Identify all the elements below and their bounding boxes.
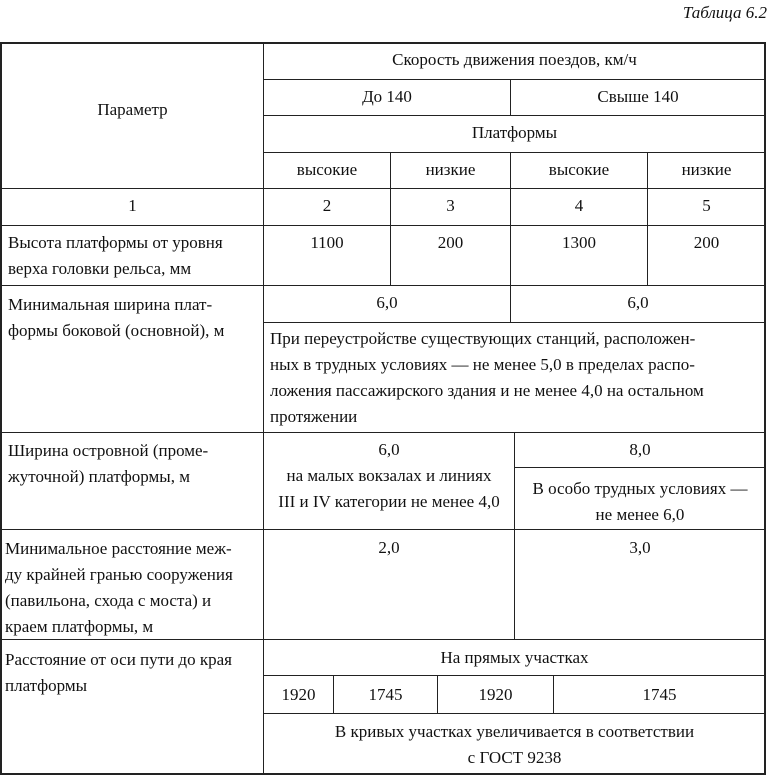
note-line: При переустройстве существующих станций, расположен- (270, 329, 696, 348)
column-number: 5 (702, 196, 711, 215)
platform-parameters-table (0, 42, 766, 775)
row-label-line: Минимальное расстояние меж- (5, 539, 232, 558)
column-number: 1 (128, 196, 137, 215)
row-label-line: верха головки рельса, мм (8, 259, 192, 278)
header-low-1: низкие (425, 160, 476, 179)
min-width-value-over-140: 6,0 (627, 293, 649, 312)
grid-line (263, 322, 765, 323)
row-label-line: Ширина островной (проме- (8, 441, 209, 460)
island-width-note: на малых вокзалах и линиях (286, 466, 492, 485)
row-label-line: Минимальная ширина плат- (8, 295, 213, 314)
platform-height-value: 200 (437, 233, 464, 252)
island-width-note-over-140 (515, 476, 765, 528)
header-platforms: Платформы (471, 123, 558, 142)
grid-line (0, 529, 766, 530)
track-axis-value: 1920 (478, 685, 513, 704)
column-number: 2 (322, 196, 332, 215)
row-label-line: платформы (5, 676, 88, 695)
note-line: В кривых участках увеличивается в соответствии (334, 722, 695, 741)
track-axis-value: 1745 (368, 685, 403, 704)
island-width-note: III и IV категории не менее 4,0 (278, 492, 500, 511)
island-width-up-to-140 (264, 437, 514, 515)
row-label-track-axis (5, 647, 261, 699)
track-axis-value: 1745 (642, 685, 677, 704)
row-label-min-distance (5, 536, 261, 640)
track-axis-value: 1920 (281, 685, 316, 704)
note-line: протяжении (270, 407, 358, 426)
table-border-bottom (0, 773, 766, 775)
grid-line (0, 188, 766, 189)
grid-line (0, 432, 766, 433)
grid-line (514, 467, 765, 468)
grid-line (263, 115, 765, 116)
row-label-line: ду крайней гранью сооружения (5, 565, 233, 584)
grid-line (263, 79, 765, 80)
header-train-speed: Скорость движения поездов, км/ч (392, 50, 637, 69)
row-label-line: Высота платформы от уровня (8, 233, 223, 252)
table-border-left (0, 42, 2, 775)
grid-line (0, 285, 766, 286)
row-label-line: Расстояние от оси пути до края (5, 650, 232, 669)
min-distance-value-up-to-140: 2,0 (378, 538, 400, 557)
grid-line (263, 713, 765, 714)
note-line: с ГОСТ 9238 (467, 748, 562, 767)
row-label-line: формы боковой (основной), м (8, 321, 225, 340)
row-label-island-width (8, 438, 259, 490)
header-high-1: высокие (296, 160, 358, 179)
row-label-line: краем платформы, м (5, 617, 154, 636)
header-up-to-140: До 140 (362, 87, 412, 106)
row-label-platform-height (8, 230, 259, 282)
note-line: ных в трудных условиях — не менее 5,0 в пределах распо- (270, 355, 695, 374)
row-label-line: (павильона, схода с моста) и (5, 591, 212, 610)
row-label-line: жуточной) платформы, м (8, 467, 190, 486)
header-parameter: Параметр (97, 100, 168, 119)
min-width-note (270, 326, 758, 430)
note-line: ложения пассажирского здания и не менее 4,0 на остальном (270, 381, 704, 400)
island-width-note: не менее 6,0 (595, 505, 685, 524)
grid-line (263, 152, 765, 153)
platform-height-value: 1300 (562, 233, 596, 252)
table-caption: Таблица 6.2 (682, 3, 767, 22)
table-border-top (0, 42, 766, 44)
curved-sections-note (264, 719, 765, 771)
column-number: 4 (574, 196, 584, 215)
island-width-note: В особо трудных условиях — (532, 479, 748, 498)
header-high-2: высокие (548, 160, 610, 179)
straight-sections-label: На прямых участках (440, 648, 589, 667)
header-low-2: низкие (681, 160, 732, 179)
min-distance-value-over-140: 3,0 (629, 538, 651, 557)
island-width-value: 6,0 (378, 440, 400, 459)
column-number: 3 (446, 196, 455, 215)
grid-line (0, 225, 766, 226)
min-width-value-up-to-140: 6,0 (376, 293, 398, 312)
platform-height-value: 1100 (310, 233, 344, 252)
header-over-140: Свыше 140 (597, 87, 679, 106)
platform-height-value: 200 (693, 233, 720, 252)
island-width-value-over-140: 8,0 (629, 440, 651, 459)
row-label-min-width (8, 292, 259, 344)
grid-line (263, 675, 765, 676)
